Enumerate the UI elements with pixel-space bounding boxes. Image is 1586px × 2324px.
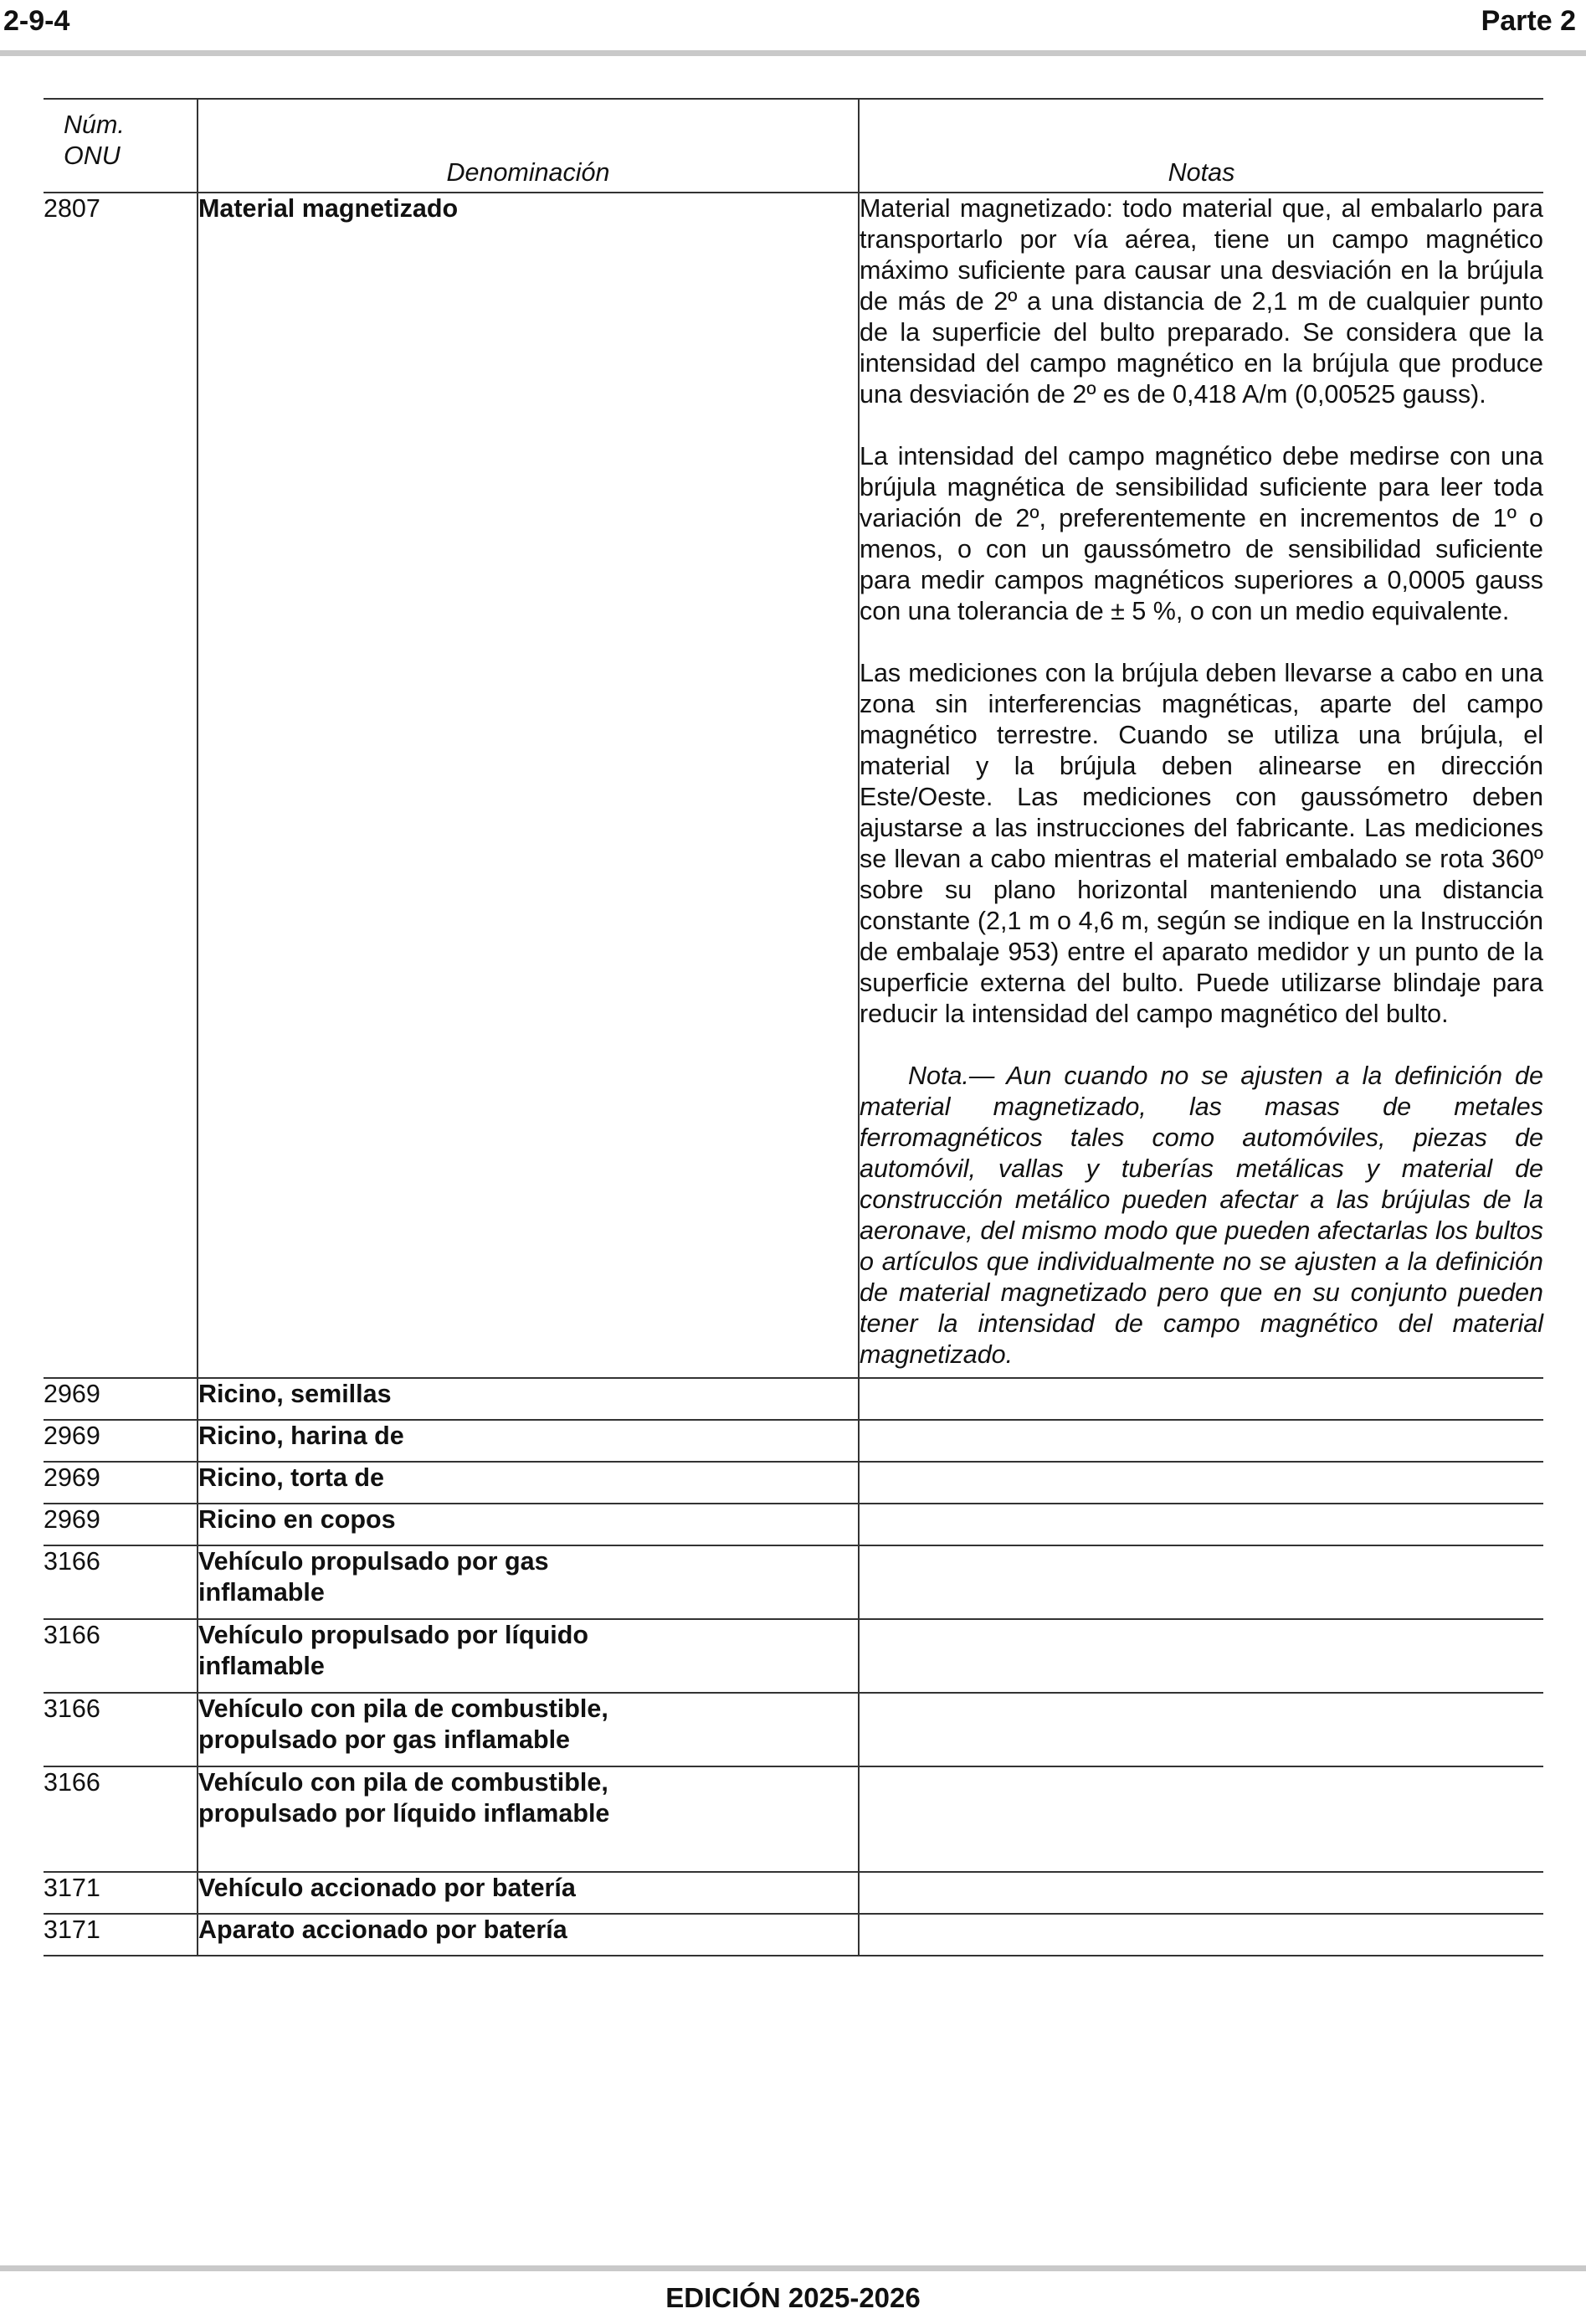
denomination: [198, 1545, 859, 1619]
notes-cell: [859, 1619, 1543, 1693]
table-row: [44, 1619, 1543, 1693]
notes-cell: [859, 1545, 1543, 1619]
notes-cell: [859, 193, 1543, 1378]
table-row: [44, 1545, 1543, 1619]
table-row: [44, 1420, 1543, 1462]
un-number: 3171: [44, 1872, 198, 1914]
notes-cell: [859, 1914, 1543, 1956]
table-row: [44, 1504, 1543, 1545]
notes-paragraph: Material magnetizado: todo material que, al embalarlo para transportarlo por vía aérea, tiene un campo magnético máximo suficiente para causar una desviación en la brújula de más de 2º a una distancia de 2,1 m de cualquier punto de la superficie del bulto preparado. Se considera que la intensidad del campo magnético en la brújula que produce una desviación de 2º es de 0,418 A/m (0,00525 gauss).: [860, 194, 1543, 409]
notes-cell: [859, 1462, 1543, 1504]
denomination: Aparato accionado por batería: [198, 1914, 859, 1956]
notes-paragraph: Las mediciones con la brújula deben llevarse a cabo en una zona sin interferencias magnéticas, aparte del campo magnético terrestre. Cuando se utiliza una brújula, el material y la brújula deben alinearse en dirección Este/Oeste. Las mediciones con gaussómetro deben ajustarse a las instrucciones del fabricante. Las mediciones se llevan a cabo mientras el material embalado se rota 360º sobre su plano horizontal manteniendo una distancia constante (2,1 m o 4,6 m, según se indique en la Instrucción de embalaje 953) entre el aparato medidor y un punto de la superficie externa del bulto. Puede utilizarse blindaje para reducir la intensidad del campo magnético del bulto.: [860, 659, 1543, 1028]
notes-cell: [859, 1420, 1543, 1462]
un-number: 3166: [44, 1766, 198, 1872]
un-number: 3171: [44, 1914, 198, 1956]
table-row: [44, 1462, 1543, 1504]
denomination-text: Vehículo con pila de combustible, propulsado por líquido inflamable: [198, 1768, 610, 1828]
notes-cell: [859, 1872, 1543, 1914]
header-notas: Notas: [859, 99, 1543, 193]
un-number: 2807: [44, 193, 198, 1378]
nota-paragraph: Nota.— Aun cuando no se ajusten a la definición de material magnetizado, las masas de metales ferromagnéticos tales como automóviles, piezas de automóvil, vallas y tuberías metálicas y material de construcción metálico pueden afectar a las brújulas de la aeronave, del mismo modo que pueden afectarlas los bultos o artículos que individualmente no se ajusten a la definición de material magnetizado pero que en su conjunto pueden tener la intensidad de campo magnético del material magnetizado.: [860, 1062, 1543, 1369]
header-rule: [0, 50, 1586, 56]
notes-cell: [859, 1766, 1543, 1872]
un-number: 2969: [44, 1378, 198, 1420]
notes-cell: [859, 1504, 1543, 1545]
un-number: 2969: [44, 1462, 198, 1504]
table-row: [44, 1378, 1543, 1420]
table-row: [44, 1766, 1543, 1872]
header-num-line2: ONU: [64, 141, 121, 170]
notes-cell: [859, 1693, 1543, 1766]
un-number: 3166: [44, 1545, 198, 1619]
part-label: Parte 2: [1481, 5, 1576, 37]
page-number: 2-9-4: [3, 5, 70, 37]
table-row: [44, 1872, 1543, 1914]
denomination: Ricino en copos: [198, 1504, 859, 1545]
denomination-text: Vehículo con pila de combustible, propulsado por gas inflamable: [198, 1694, 608, 1754]
header-num-onu: [44, 99, 198, 193]
notes-cell: [859, 1378, 1543, 1420]
header-denominacion: Denominación: [198, 99, 859, 193]
un-number: 2969: [44, 1420, 198, 1462]
table-row: [44, 1914, 1543, 1956]
edition-label: EDICIÓN 2025-2026: [665, 2282, 921, 2313]
denomination: Ricino, harina de: [198, 1420, 859, 1462]
denomination: Ricino, semillas: [198, 1378, 859, 1420]
notes-paragraph: La intensidad del campo magnético debe medirse con una brújula magnética de sensibilidad suficiente para leer toda variación de 2º, preferentemente en incrementos de 1º o menos, o con un gaussómetro de sensibilidad suficiente para medir campos magnéticos superiores a 0,0005 gauss con una tolerancia de ± 5 %, o con un medio equivalente.: [860, 442, 1543, 625]
dangerous-goods-table: [44, 98, 1543, 1956]
table-row: [44, 193, 1543, 1378]
table-header-row: [44, 99, 1543, 193]
denomination: Ricino, torta de: [198, 1462, 859, 1504]
denomination: [198, 1619, 859, 1693]
denomination: Material magnetizado: [198, 193, 859, 1378]
un-number: 2969: [44, 1504, 198, 1545]
denomination: [198, 1766, 859, 1872]
footer-rule: [0, 2265, 1586, 2271]
table-row: [44, 1693, 1543, 1766]
header-num-line1: Núm.: [64, 111, 125, 139]
un-number: 3166: [44, 1619, 198, 1693]
un-number: 3166: [44, 1693, 198, 1766]
denomination-text: Vehículo propulsado por gas inflamable: [198, 1547, 549, 1607]
denomination: [198, 1693, 859, 1766]
denomination-text: Vehículo propulsado por líquido inflamable: [198, 1621, 588, 1680]
denomination: Vehículo accionado por batería: [198, 1872, 859, 1914]
